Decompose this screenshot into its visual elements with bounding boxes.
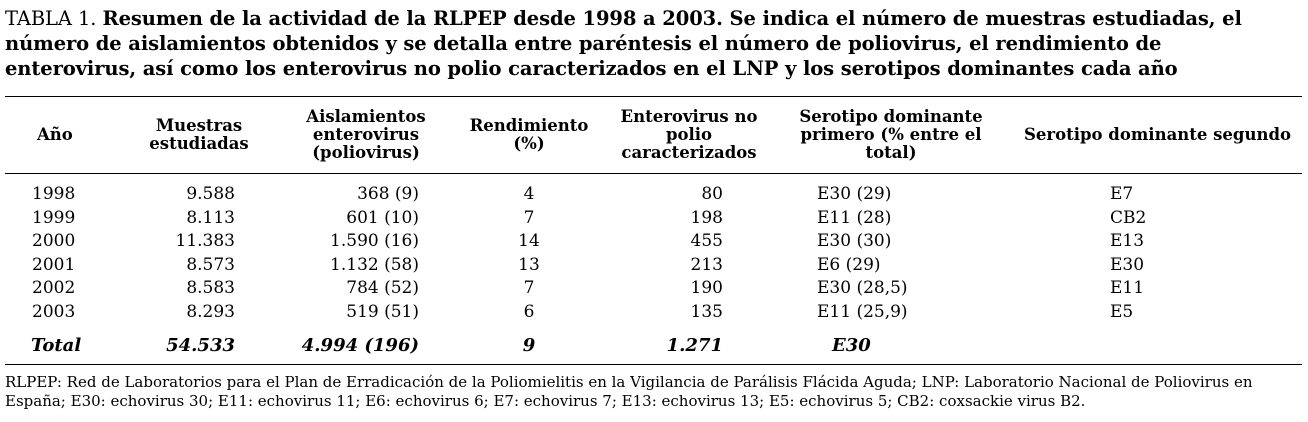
cell-first-serotype: E30 (28,5) (817, 278, 908, 298)
cell-first-serotype: E11 (25,9) (817, 301, 908, 322)
total-first-serotype: E30 (832, 335, 871, 356)
cell-yield: 13 (518, 254, 540, 275)
cell-yield: 6 (523, 301, 535, 322)
cell-isolates: 784 (52) (346, 278, 419, 298)
table-row (5, 301, 1302, 331)
cell-isolates: 1.590 (16) (330, 231, 419, 251)
total-non-polio: 1.271 (666, 335, 723, 356)
cell-non-polio: 135 (690, 301, 723, 322)
table-caption (5, 6, 1295, 81)
cell-year: 1998 (32, 184, 76, 204)
cell-first-serotype: E30 (30) (817, 231, 892, 251)
cell-isolates: 368 (9) (357, 184, 419, 204)
activity-table (5, 96, 1302, 365)
table-footnote: RLPEP: Red de Laboratorios para el Plan de Erradicación de la Poliomielitis en la Vigilancia de Parálisis Flácida Aguda; LNP: Laboratorio Nacional de Poliovirus en España; E30: echovirus 30; E11: echovirus 11; E6: echovirus 6; E7: echovirus 7; E13: echovirus 13; E5: echovirus 5; CB2: coxsackie virus B2. (5, 373, 1253, 410)
cell-non-polio: 213 (690, 254, 723, 275)
column-header-yield: Rendimiento (%) (469, 116, 589, 153)
table-row (5, 277, 1302, 301)
column-header-first-serotype: Serotipo dominante primero (% entre el total) (799, 107, 983, 162)
cell-non-polio: 80 (701, 184, 723, 204)
cell-non-polio: 190 (690, 278, 723, 298)
column-header-isolates: Aislamientos enterovirus (poliovirus) (306, 107, 426, 162)
cell-samples: 11.383 (175, 231, 235, 251)
total-yield: 9 (522, 335, 536, 356)
cell-samples: 8.573 (186, 254, 235, 275)
cell-yield: 14 (518, 231, 540, 251)
cell-second-serotype: E7 (1110, 184, 1134, 204)
cell-samples: 8.583 (186, 278, 235, 298)
cell-yield: 7 (523, 278, 535, 298)
table-row (5, 174, 1302, 207)
cell-isolates: 601 (10) (346, 207, 419, 228)
cell-isolates: 1.132 (58) (330, 254, 419, 275)
total-label: Total (31, 335, 82, 356)
cell-isolates: 519 (51) (346, 301, 419, 322)
cell-samples: 9.588 (186, 184, 235, 204)
table-total-row (5, 330, 1302, 365)
cell-non-polio: 455 (690, 231, 723, 251)
cell-second-serotype: E13 (1110, 231, 1145, 251)
cell-year: 2001 (32, 254, 76, 275)
cell-year: 1999 (32, 207, 76, 228)
table-caption-label: TABLA 1. (5, 7, 97, 30)
table-row (5, 230, 1302, 254)
cell-second-serotype: E5 (1110, 301, 1134, 322)
table-header-row (5, 97, 1302, 174)
table-caption-text: Resumen de la actividad de la RLPEP desde 1998 a 2003. Se indica el número de muestras estudiadas, el número de aislamientos obtenidos y se detalla entre paréntesis el número de poliovirus, el rendimiento de enterovirus, así como los enterovirus no polio caracterizados en el LNP y los serotipos dominantes cada año (5, 7, 1242, 80)
table-row (5, 207, 1302, 231)
column-header-year: Año (37, 125, 73, 144)
cell-samples: 8.113 (186, 207, 235, 228)
cell-samples: 8.293 (186, 301, 235, 322)
column-header-second-serotype: Serotipo dominante segundo (1024, 125, 1291, 144)
table-row (5, 254, 1302, 278)
cell-second-serotype: E11 (1110, 278, 1145, 298)
column-header-non-polio: Enterovirus no polio caracterizados (620, 107, 758, 162)
cell-year: 2000 (32, 231, 76, 251)
cell-first-serotype: E30 (29) (817, 184, 892, 204)
column-header-samples: Muestras estudiadas (149, 116, 249, 153)
total-second-serotype (1013, 330, 1302, 365)
cell-yield: 4 (523, 184, 535, 204)
total-samples: 54.533 (166, 335, 235, 356)
cell-first-serotype: E6 (29) (817, 254, 881, 275)
cell-second-serotype: CB2 (1110, 207, 1147, 228)
cell-year: 2002 (32, 278, 76, 298)
cell-first-serotype: E11 (28) (817, 207, 892, 228)
total-isolates: 4.994 (196) (301, 335, 419, 356)
cell-year: 2003 (32, 301, 76, 322)
cell-yield: 7 (523, 207, 535, 228)
cell-non-polio: 198 (690, 207, 723, 228)
cell-second-serotype: E30 (1110, 254, 1145, 275)
